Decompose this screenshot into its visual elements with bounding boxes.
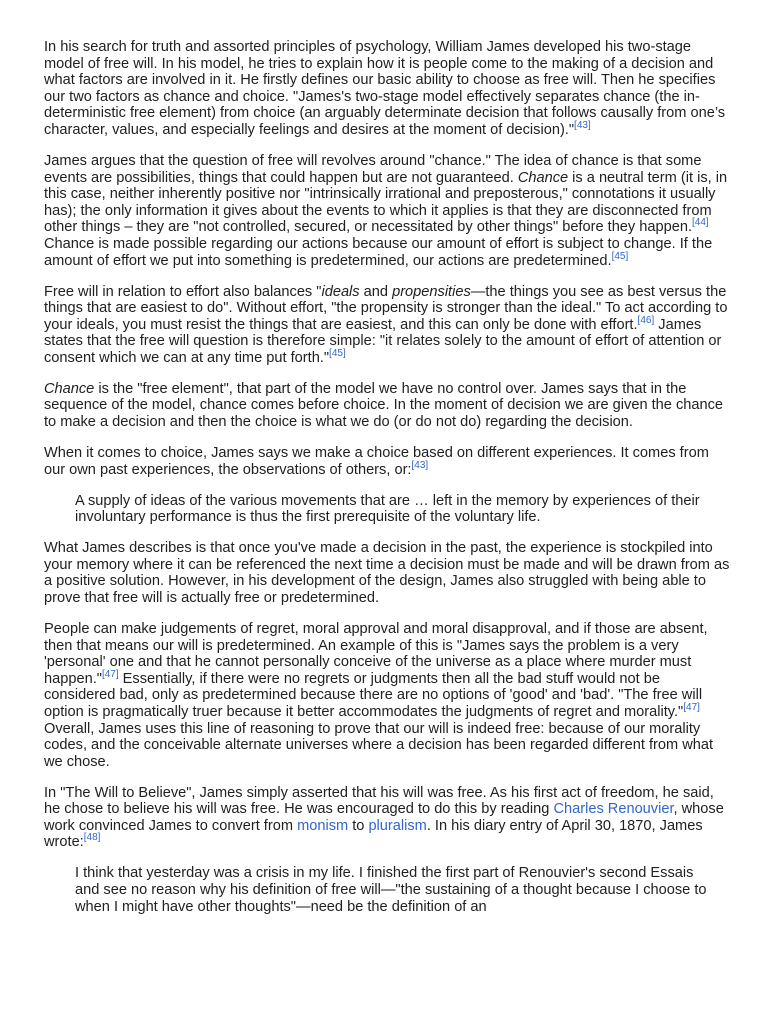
paragraph-text: When it comes to choice, James says we make a choice based on different experiences. It comes from our own past experiences, the observations of others, or: xyxy=(44,445,709,478)
paragraph-text: Free will in relation to effort also balances " xyxy=(44,283,322,300)
paragraph-text: Chance is made possible regarding our actions because our amount of effort is subject to change. If the amount of effort we put into something is predetermined, our actions are predetermined. xyxy=(44,235,713,269)
paragraph-text: —the things you see as best versus the things that are easiest to do". Without effort, "the propensity is stronger than the ideal." To act according to your ideals, you must resist the things that are easiest, and this can only be done with effort. xyxy=(44,283,728,333)
emphasis-propensities: propensities xyxy=(392,283,471,300)
paragraph-memory xyxy=(44,540,730,606)
link-pluralism[interactable]: pluralism xyxy=(368,817,427,834)
citation-46[interactable]: [46] xyxy=(637,314,655,326)
quote-text: A supply of ideas of the various movements that are … left in the memory by experiences of their involuntary performance is thus the first prerequisite of the voluntary life. xyxy=(75,492,700,526)
paragraph-text: is the "free element", that part of the model we have no control over. James says that in the sequence of the model, chance comes before choice. In the moment of decision we are given the chance to make a decision and then the choice is what we do (or do not do) regarding the decision. xyxy=(44,380,724,431)
emphasis-chance: Chance xyxy=(517,169,569,186)
paragraph-free-element xyxy=(44,381,730,431)
paragraph-text: People can make judgements of regret, moral approval and moral disapproval, and if those are absent, then that means our will is predetermined. An example of this is "James says the problem is a very 'personal' one and that he cannot personally conceive of the universe as a place where murder must happen." xyxy=(44,620,708,687)
paragraph-text: James argues that the question of free will revolves around "chance." The idea of chance is that some events are possibilities, things that could happen but are not guaranteed. xyxy=(44,152,702,186)
paragraph-choice xyxy=(44,445,730,478)
paragraph-will-to-believe xyxy=(44,785,730,851)
paragraph-two-stage-model xyxy=(44,39,730,139)
paragraph-text: In his search for truth and assorted principles of psychology, William James developed his two-stage model of free will. In his model, he tries to explain how it is people come to the making of a decision and what factors are involved in it. He firstly defines our basic ability to choose as free will. Then he specifies our two factors as chance and choice. "James's two-stage model effectively separates chance (the in-deterministic free element) from choice (an arguably determinate decision that follows causally from one’s character, values, and especially feelings and desires at the moment of decision)." xyxy=(44,39,726,138)
citation-45[interactable]: [45] xyxy=(611,250,629,262)
citation-48[interactable]: [48] xyxy=(83,832,101,844)
paragraph-text: is a neutral term (it is, in this case, neither inherently positive nor "intrinsically irrational and preposterous," connotations it usually has); the only information it gives about the events to which it applies is that they are disconnected from other things – they are "not controlled, secured, or necessitated by other things" before they happen. xyxy=(44,169,728,236)
link-charles-renouvier[interactable]: Charles Renouvier xyxy=(553,801,674,818)
paragraph-text: and xyxy=(359,283,393,300)
paragraph-text: In "The Will to Believe", James simply asserted that his will was free. As his first act of freedom, he said, he chose to believe his will was free. He was encouraged to do this by reading xyxy=(44,784,714,818)
emphasis-ideals: ideals xyxy=(321,283,360,300)
emphasis-chance: Chance xyxy=(44,380,95,397)
paragraph-effort xyxy=(44,284,730,367)
citation-43[interactable]: [43] xyxy=(411,459,429,471)
paragraph-text: Overall, James uses this line of reasoning to prove that our will is indeed free: because of our morality codes, and the conceivable alternate universes where a decision has been regarded different from what we chose. xyxy=(44,720,714,770)
link-monism[interactable]: monism xyxy=(297,817,349,834)
paragraph-regret xyxy=(44,621,730,770)
article-body xyxy=(44,39,730,930)
citation-47[interactable]: [47] xyxy=(101,668,119,680)
quote-text: I think that yesterday was a crisis in my life. I finished the first part of Renouvier's second Essais and see no reason why his definition of free will—"the sustaining of a thought because I choose to when I might have other thoughts"—need be the definition of an xyxy=(75,865,707,915)
citation-43[interactable]: [43] xyxy=(574,120,591,132)
blockquote-diary-entry xyxy=(44,865,715,915)
citation-45[interactable]: [45] xyxy=(329,348,346,360)
paragraph-chance xyxy=(44,153,730,269)
paragraph-text: to xyxy=(348,817,369,834)
blockquote-supply-of-ideas xyxy=(44,493,715,526)
citation-47[interactable]: [47] xyxy=(683,702,700,714)
paragraph-text: Essentially, if there were no regrets or judgments then all the bad stuff would not be considered bad, only as predetermined because there are no options of 'good' and 'bad'. "The free will option is pragmatically truer because it better accommodates the judgments of regret and morality." xyxy=(44,670,703,720)
paragraph-text: James states that the free will question is therefore simple: "it relates solely to the amount of effort of attention or consent which we can at any time put forth." xyxy=(44,316,722,366)
citation-44[interactable]: [44] xyxy=(692,217,709,229)
paragraph-text: . In his diary entry of April 30, 1870, James wrote: xyxy=(44,817,703,851)
paragraph-text: What James describes is that once you've made a decision in the past, the experience is stockpiled into your memory where it can be referenced the next time a decision must be made and will be drawn from as a positive solution. However, in his development of the design, James also struggled with being able to prove that free will is actually free or predetermined. xyxy=(44,540,730,606)
paragraph-text: , whose work convinced James to convert from xyxy=(44,801,724,834)
